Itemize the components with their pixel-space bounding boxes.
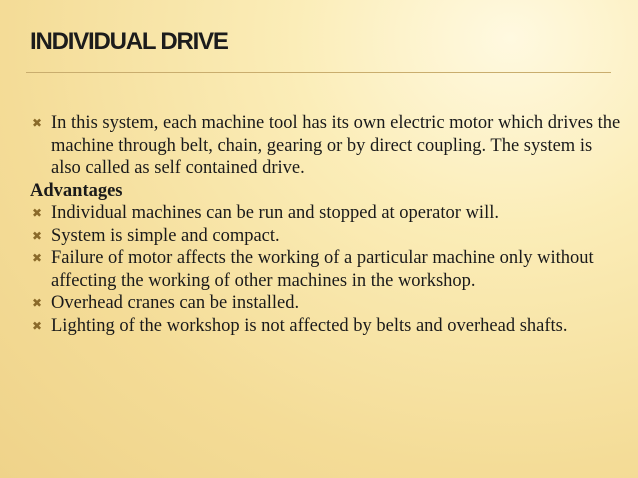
bullet-item-text: Failure of motor affects the working of a particular machine only without affecting the working of other machines in the workshop. <box>51 248 594 291</box>
bullet-item-text: In this system, each machine tool has its own electric motor which drives the machine through belt, chain, gearing or by direct coupling. The system is also called as self contained drive. <box>51 113 621 178</box>
bullet-item <box>30 112 625 180</box>
bullet-item <box>30 247 625 292</box>
x-mark-bullet-icon: ✖ <box>32 228 43 243</box>
x-mark-bullet-icon: ✖ <box>32 206 43 220</box>
x-mark-bullet-icon: ✖ <box>32 116 43 130</box>
slide-body <box>30 112 625 337</box>
bullet-item <box>30 292 625 315</box>
bullet-item <box>30 315 625 338</box>
bullet-item-text: Individual machines can be run and stopped at operator will. <box>51 203 499 223</box>
title-underline <box>26 72 611 73</box>
x-mark-bullet-icon: ✖ <box>32 296 43 310</box>
section-heading: Advantages <box>30 180 123 201</box>
slide-title: INDIVIDUAL DRIVE <box>30 28 228 55</box>
x-mark-bullet-icon: ✖ <box>32 318 43 333</box>
x-mark-bullet-icon: ✖ <box>32 251 43 265</box>
bullet-item-text: Lighting of the workshop is not affected by belts and overhead shafts. <box>51 315 568 336</box>
bullet-item <box>30 202 625 225</box>
bullet-item-text: System is simple and compact. <box>51 225 280 246</box>
bullet-item <box>30 225 625 248</box>
bullet-item-text: Overhead cranes can be installed. <box>51 293 300 313</box>
